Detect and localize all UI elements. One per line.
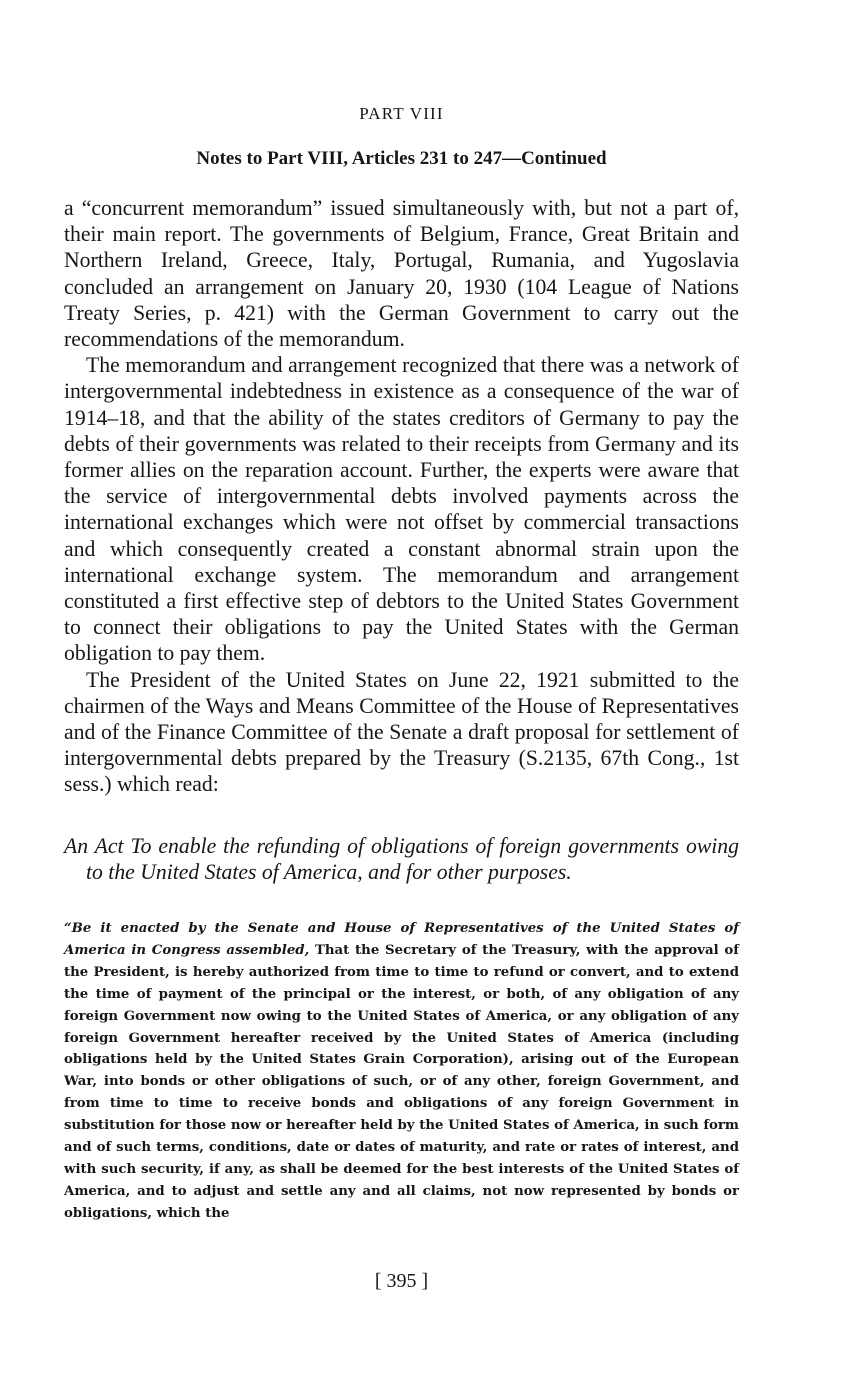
act-body: That the Secretary of the Treasury, with the approval of the President, is hereby authorized from time to time to refund or convert, and to extend the time of payment of the principal or the interest, or both, of any obligation of any foreign Government now owing to the United States of America, or any obligation of any foreign Government hereafter received by the United States of America (including obligations held by the United States Grain Corporation), arising out of the European War, into bonds or other obligations of such, or of any other, foreign Government, and from time to time to receive bonds and obligations of any foreign Government in substitution for those now or hereafter held by the United States of America, in such form and of such terms, conditions, date or dates of maturity, and rate or rates of interest, and with such security, if any, as shall be deemed for the best interests of the United States of America, and to adjust and settle any and all claims, not now represented by bonds or obligations, which the bbox=[64, 942, 739, 1221]
body-text bbox=[64, 195, 739, 798]
quoted-act-text bbox=[64, 918, 739, 1225]
running-head: PART VIII bbox=[359, 104, 444, 123]
section-title: Notes to Part VIII, Articles 231 to 247—Continued bbox=[196, 148, 607, 169]
enacting-clause: “Be it enacted by the Senate and House of Representatives of the United States of America in Congress assembled, bbox=[64, 921, 739, 958]
paragraph-2: The memorandum and arrangement recognized that there was a network of intergovernmental indebtedness in existence as a consequence of the war of 1914–18, and that the ability of the states creditors of Germany to pay the debts of their governments was related to their receipts from Germany and its former allies on the reparation account. Further, the experts were aware that the service of intergovernmental debts involved payments across the international exchanges which were not offset by commercial transactions and which consequently created a constant abnormal strain upon the international exchange system. The memorandum and arrangement constituted a first effective step of debtors to the United States Government to connect their obligations to pay the United States with the German obligation to pay them. bbox=[64, 353, 739, 666]
act-title: An Act To enable the refunding of obligations of foreign governments owing to the United States of America, and for other purposes. bbox=[64, 834, 739, 885]
paragraph-1: a “concurrent memorandum” issued simultaneously with, but not a part of, their main report. The governments of Belgium, France, Great Britain and Northern Ireland, Greece, Italy, Portugal, Rumania, and Yugoslavia concluded an arrangement on January 20, 1930 (104 League of Nations Treaty Series, p. 421) with the German Government to carry out the recommendations of the memorandum. bbox=[64, 196, 739, 352]
page-number: [ 395 ] bbox=[374, 1270, 429, 1292]
paragraph-3: The President of the United States on June 22, 1921 submitted to the chairmen of the Ways and Means Committee of the House of Representatives and of the Finance Committee of the Senate a draft proposal for settlement of intergovernmental debts prepared by the Treasury (S.2135, 67th Cong., 1st sess.) which read: bbox=[64, 667, 739, 797]
